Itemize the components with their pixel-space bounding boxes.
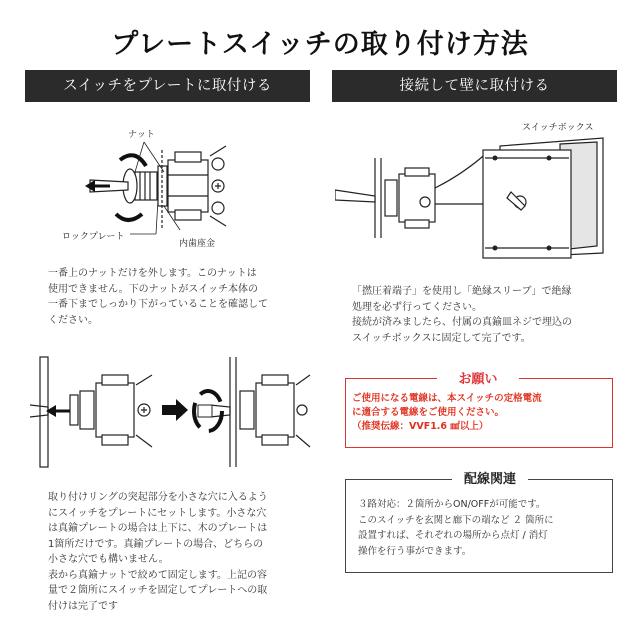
- left-text-1: 一番上のナットだけを外します。このナットは 使用できません。下のナットがスイッチ本体の 一番下までしっかり下がっていることを確認して ください。: [48, 268, 268, 326]
- right-section-header: 接続して壁に取付ける: [332, 70, 617, 102]
- warning-title: お願い: [437, 368, 519, 387]
- left-section-header: スイッチをプレートに取付ける: [25, 70, 310, 102]
- diagram-mounting-steps: [30, 355, 315, 470]
- relation-body: ３路対応：２箇所からON/OFFが可能です。 このスイッチを玄関と廊下の端など ２ 箇所に 設置すれば、それぞれの場所から点灯 / 消灯 操作を行う事ができます。: [358, 499, 554, 557]
- label-nut: ナット: [128, 130, 155, 140]
- diagram-wall-mount: [335, 128, 620, 263]
- left-text-2: 取り付けリングの突起部分を小さな穴に入るよう にスイッチをプレートにセットします。小さな穴 は真鍮プレートの場合は上下に、木のプレートは 1箇所だけです。真鍮プレートの場合、どちらの 小さな穴でも構いません。 表から真鍮ナットで絞めて固定します。上記の容 量で２箇所にスイッチを固定してプレートへの取 付けは完了です: [48, 492, 268, 612]
- label-lock-plate: ロックプレート: [62, 232, 125, 242]
- page-title: プレートスイッチの取り付け方法: [111, 29, 529, 60]
- diagram-nut-removal: [80, 130, 260, 245]
- label-switch-box: スイッチボックス: [522, 123, 594, 133]
- warning-body: ご使用になる電線は、本スイッチの定格電流 に適合する電線をご使用ください。 （推奨伝線：VVF1.6 ㎟以上）: [352, 393, 542, 432]
- right-text-1: 「撚圧着端子」を使用し「絶縁スリーブ」で絶縁 処理を必ず行ってください。 接続が済みましたら、付属の真鍮皿ネジで埋込の スイッチボックスに固定して完了です。: [352, 286, 572, 344]
- relation-title: 配線関連: [452, 468, 528, 487]
- label-washer: 内歯座金: [179, 239, 216, 249]
